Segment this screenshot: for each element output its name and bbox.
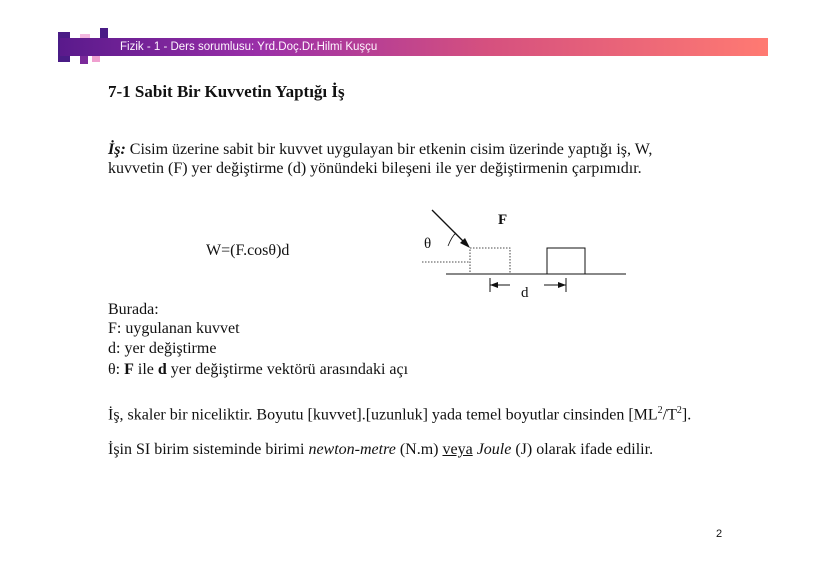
displacement-label: d xyxy=(521,285,529,301)
si-joule: Joule xyxy=(476,441,512,458)
where-f-line: F: uygulanan kuvvet xyxy=(108,320,240,337)
displacement-arrowhead-right xyxy=(558,282,566,288)
where-heading: Burada: xyxy=(108,301,159,318)
theta-ile: ile xyxy=(133,361,158,378)
where-theta-line xyxy=(108,360,408,379)
page-number: 2 xyxy=(716,528,723,540)
scalar-end: ]. xyxy=(681,406,692,424)
scalar-sentence xyxy=(108,401,691,424)
work-formula: W=(F.cosθ)d xyxy=(206,242,290,259)
si-veya: veya xyxy=(442,441,473,458)
force-arrow xyxy=(432,210,466,244)
scalar-sup-2: 2 xyxy=(676,405,682,416)
definition-term: İş: xyxy=(108,141,126,158)
theta-rest: yer değiştirme vektörü arasındaki açı xyxy=(166,361,409,378)
definition-line-2: kuvvetin (F) yer değiştirme (d) yönündeki bileşeni ile yer değiştirmenin çarpımıdır. xyxy=(108,160,642,177)
si-unit-sentence xyxy=(108,440,653,459)
displacement-arrowhead-left xyxy=(490,282,498,288)
angle-label: θ xyxy=(424,236,432,252)
final-box xyxy=(547,248,585,274)
si-nm: (N.m) xyxy=(395,441,443,458)
si-pre: İşin SI birim sisteminde birimi xyxy=(108,441,309,458)
scalar-mid: /T xyxy=(662,406,677,424)
scalar-sup-1: 2 xyxy=(657,405,663,416)
scalar-text: İş, skaler bir niceliktir. Boyutu [kuvvet].[uzunluk] yada temel boyutlar cinsinden [ML xyxy=(108,406,658,424)
force-diagram xyxy=(410,200,640,305)
initial-box xyxy=(470,248,510,274)
slide-title: 7-1 Sabit Bir Kuvvetin Yaptığı İş xyxy=(108,82,345,101)
header-course-text: Fizik - 1 - Ders sorumlusu: Yrd.Doç.Dr.Hilmi Kuşçu xyxy=(120,41,378,53)
theta-prefix: θ: xyxy=(108,361,125,378)
theta-f: F xyxy=(124,361,134,378)
force-label: F xyxy=(498,212,508,228)
definition-text-1: Cisim üzerine sabit bir kuvvet uygulayan bir etkenin cisim üzerinde yaptığı iş, W, xyxy=(125,141,653,158)
si-newton-metre: newton-metre xyxy=(308,441,396,458)
theta-d: d xyxy=(157,361,167,378)
where-d-line: d: yer değiştirme xyxy=(108,340,217,357)
angle-arc xyxy=(448,233,456,246)
definition-line-1 xyxy=(108,140,652,159)
si-post: (J) olarak ifade edilir. xyxy=(511,441,654,458)
